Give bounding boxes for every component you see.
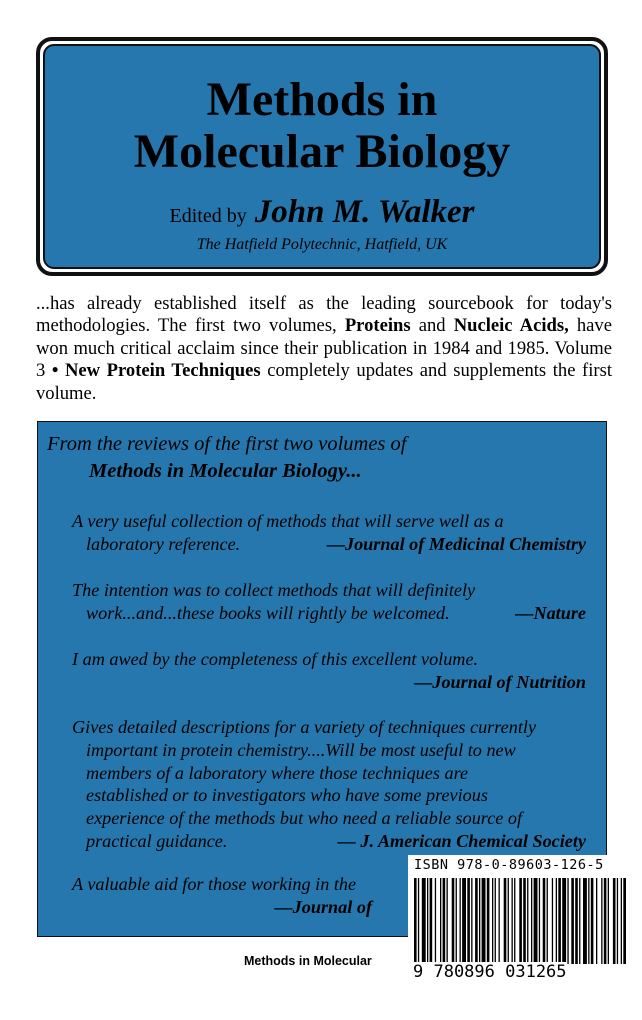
barcode-bar xyxy=(430,878,433,964)
barcode-bar xyxy=(571,878,574,964)
intro-text-3: have won much critical acclaim since their publication in 1984 and 1985. Volume 3 xyxy=(36,315,612,382)
barcode-bar xyxy=(547,878,548,964)
barcode-bar xyxy=(591,878,594,964)
intro-bold-nucleic-acids: Nucleic Acids, xyxy=(453,315,569,337)
barcode-bar xyxy=(418,878,419,964)
quote-line xyxy=(72,533,586,556)
barcode-bar xyxy=(447,878,448,964)
intro-paragraph xyxy=(36,293,612,405)
review-source: —Journal of Nutrition xyxy=(414,671,586,692)
quote-line xyxy=(72,830,586,853)
barcode-bar xyxy=(604,878,607,964)
barcode-bar xyxy=(534,878,538,964)
barcode-bar xyxy=(608,878,609,964)
barcode-bar xyxy=(508,878,509,964)
quote-line xyxy=(72,671,586,694)
barcode-bar xyxy=(552,878,553,964)
quote-line xyxy=(72,602,586,625)
editor-affiliation: The Hatfield Polytechnic, Hatfield, UK xyxy=(196,236,448,253)
barcode-bar xyxy=(495,878,496,964)
book-title-line-1: Methods in xyxy=(206,73,438,126)
barcode-bar xyxy=(504,878,507,964)
quote-line: members of a laboratory where those techniques are xyxy=(86,762,469,783)
barcode-bar xyxy=(456,878,457,964)
intro-bold-proteins: Proteins xyxy=(344,315,411,337)
barcode-bar xyxy=(452,878,455,964)
quote-line: The intention was to collect methods that will definitely xyxy=(72,580,476,600)
barcode-bar xyxy=(596,878,597,964)
barcode-bar xyxy=(531,878,532,964)
quote-line: experience of the methods but who need a reliable source of xyxy=(86,808,523,829)
review-source: —Journal of Medicinal Chemistry xyxy=(326,533,586,554)
barcode-bar xyxy=(475,878,478,964)
isbn-label: ISBN 978-0-89603-126-5 xyxy=(414,857,604,873)
review-quote xyxy=(72,510,586,556)
review-source: —Nature xyxy=(515,602,586,623)
quote-line: I am awed by the completeness of this excellent volume. xyxy=(72,649,479,669)
quote-line xyxy=(72,896,372,919)
barcode-bar xyxy=(512,878,513,964)
barcode-bar xyxy=(499,878,500,964)
quote-line: important in protein chemistry....Will be most useful to new xyxy=(86,739,516,760)
barcode-bar xyxy=(482,878,486,964)
barcode-bar xyxy=(427,878,428,964)
barcode-bar xyxy=(617,878,618,964)
barcode-bar xyxy=(583,878,587,964)
barcode-bar xyxy=(435,878,436,964)
barcode-bar xyxy=(471,878,472,964)
review-source: — J. American Chemical Society xyxy=(337,830,586,851)
reviews-heading: From the reviews of the first two volumes of xyxy=(47,433,407,455)
barcode-bar xyxy=(539,878,540,964)
barcode-bar xyxy=(519,878,522,964)
barcode-bar xyxy=(492,878,493,964)
quote-line: established or to investigators who have some previous xyxy=(86,785,488,806)
barcode-bar xyxy=(462,878,466,964)
series-label: Methods in Molecular xyxy=(244,954,372,968)
intro-text-4: completely updates and supplements the first volume. xyxy=(36,360,612,404)
barcode-bar xyxy=(527,878,528,964)
intro-bold-new-protein-techniques: • New Protein Techniques xyxy=(51,360,261,382)
editor-name: John M. Walker xyxy=(254,194,475,230)
barcode-bar xyxy=(621,878,622,964)
reviews-heading-series: Methods in Molecular Biology... xyxy=(89,460,362,482)
barcode-bar xyxy=(479,878,480,964)
barcode-bar xyxy=(556,878,557,964)
barcode-bar xyxy=(579,878,580,964)
editor-line xyxy=(45,194,599,231)
barcode-bar xyxy=(414,878,417,964)
quote-line: A very useful collection of methods that will serve well as a xyxy=(72,511,504,531)
review-quote xyxy=(72,873,372,919)
title-box xyxy=(43,44,601,269)
barcode-bar xyxy=(514,878,515,964)
intro-text-2: and xyxy=(418,315,446,337)
quote-line-text: practical guidance. xyxy=(86,830,228,851)
quote-line-text: laboratory reference. xyxy=(86,533,241,554)
barcode-bar xyxy=(523,878,526,964)
barcode-bar xyxy=(467,878,470,964)
barcode-bar xyxy=(440,878,441,964)
barcode-number: 9 780896 031265 xyxy=(413,962,567,982)
barcode-bar xyxy=(567,878,568,964)
barcode-bar xyxy=(613,878,616,964)
quote-line: Gives detailed descriptions for a variety of techniques currently xyxy=(72,717,537,737)
intro-text-1: ...has already established itself as the leading sourcebook for today's methodologies. The first two volumes, xyxy=(36,293,612,337)
barcode-bar xyxy=(562,878,566,964)
barcode-bar xyxy=(623,878,626,964)
barcode-bar xyxy=(601,878,602,964)
book-title-line-2: Molecular Biology xyxy=(133,125,511,178)
review-quote xyxy=(72,579,586,625)
barcode-bar xyxy=(460,878,461,964)
quote-line: A valuable aid for those working in the xyxy=(72,874,357,894)
barcode-bar xyxy=(588,878,589,964)
barcode-bar xyxy=(575,878,578,964)
barcode-bar xyxy=(543,878,546,964)
barcode-bar xyxy=(443,878,446,964)
review-quote xyxy=(72,648,586,694)
barcode-image xyxy=(414,878,626,964)
barcode-bar xyxy=(422,878,426,964)
quote-line-text: work...and...these books will rightly be welcomed. xyxy=(86,602,450,623)
edited-by-label: Edited by xyxy=(169,205,247,227)
barcode-bar xyxy=(487,878,490,964)
barcode-bar xyxy=(558,878,561,964)
review-source: —Journal of xyxy=(274,896,372,917)
review-quote xyxy=(72,716,586,853)
